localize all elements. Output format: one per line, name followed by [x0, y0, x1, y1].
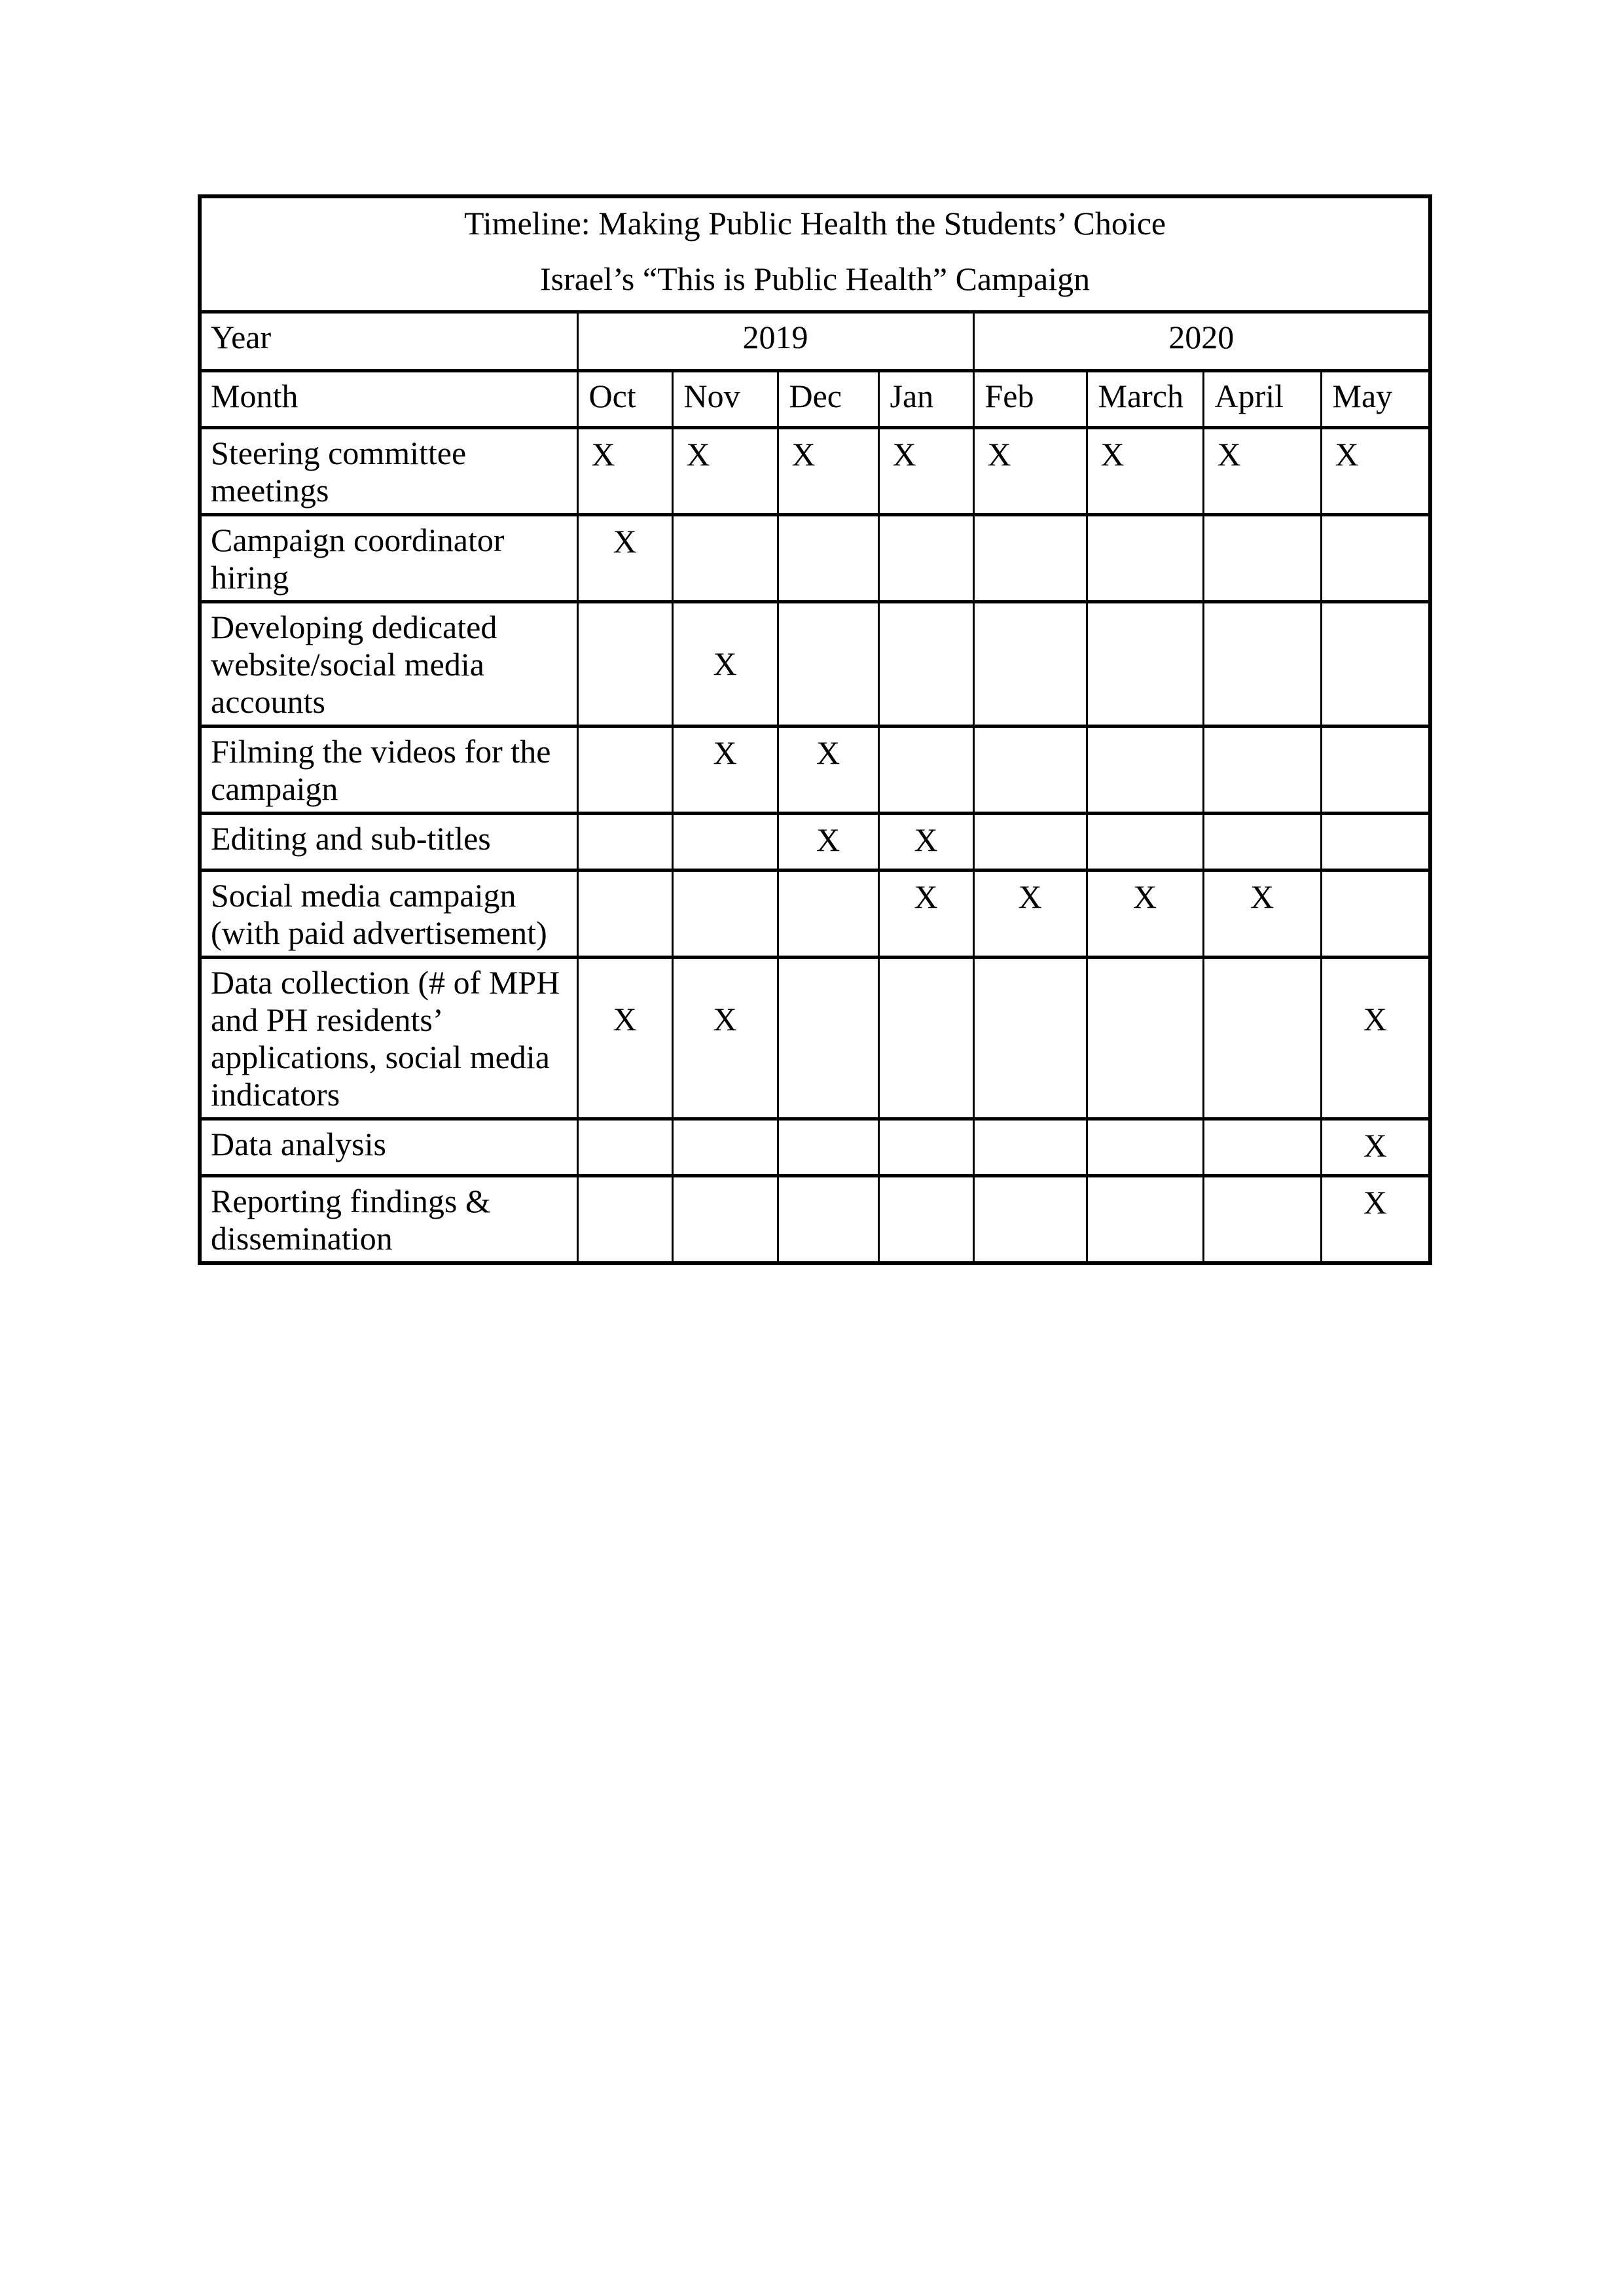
month-row	[200, 370, 1430, 427]
empty-cell	[1087, 726, 1203, 813]
empty-cell	[577, 1119, 672, 1175]
activity-row	[200, 427, 1430, 514]
empty-cell	[973, 601, 1087, 726]
activity-label: Data analysis	[200, 1119, 577, 1175]
activity-label: Campaign coordinator hiring	[200, 514, 577, 601]
table-title-cell	[200, 196, 1430, 312]
timeline-table	[198, 194, 1432, 1265]
empty-cell	[1203, 601, 1321, 726]
activity-label: Data collection (# of MPH and PH residents’ applications, social media indicators	[200, 957, 577, 1119]
mark-cell: X	[878, 870, 973, 957]
mark-cell: X	[1321, 957, 1430, 1119]
empty-cell	[1203, 514, 1321, 601]
month-row-label: Month	[200, 370, 577, 427]
mark-cell: X	[973, 427, 1087, 514]
year-row	[200, 312, 1430, 370]
empty-cell	[1321, 870, 1430, 957]
mark-cell: X	[1203, 427, 1321, 514]
month-header-dec: Dec	[778, 370, 878, 427]
mark-cell: X	[878, 427, 973, 514]
empty-cell	[1321, 813, 1430, 870]
mark-cell: X	[672, 601, 778, 726]
month-header-jan: Jan	[878, 370, 973, 427]
activity-label: Social media campaign (with paid advertisement)	[200, 870, 577, 957]
empty-cell	[778, 514, 878, 601]
empty-cell	[672, 1175, 778, 1263]
empty-cell	[672, 813, 778, 870]
activity-label: Editing and sub-titles	[200, 813, 577, 870]
empty-cell	[577, 726, 672, 813]
activity-label: Developing dedicated website/social media accounts	[200, 601, 577, 726]
mark-cell: X	[672, 726, 778, 813]
year-2019-cell: 2019	[577, 312, 973, 370]
mark-cell: X	[778, 427, 878, 514]
empty-cell	[973, 1119, 1087, 1175]
empty-cell	[672, 514, 778, 601]
empty-cell	[1321, 514, 1430, 601]
activity-row	[200, 1119, 1430, 1175]
empty-cell	[1087, 1175, 1203, 1263]
empty-cell	[778, 601, 878, 726]
empty-cell	[778, 1119, 878, 1175]
month-header-feb: Feb	[973, 370, 1087, 427]
title-line-2: Israel’s “This is Public Health” Campaign	[540, 260, 1091, 297]
month-header-oct: Oct	[577, 370, 672, 427]
empty-cell	[973, 514, 1087, 601]
mark-cell: X	[577, 514, 672, 601]
title-line-1: Timeline: Making Public Health the Students’ Choice	[463, 205, 1166, 242]
mark-cell: X	[778, 726, 878, 813]
empty-cell	[878, 726, 973, 813]
empty-cell	[973, 813, 1087, 870]
empty-cell	[577, 1175, 672, 1263]
empty-cell	[1321, 601, 1430, 726]
empty-cell	[878, 957, 973, 1119]
empty-cell	[778, 957, 878, 1119]
empty-cell	[1203, 1119, 1321, 1175]
empty-cell	[1321, 726, 1430, 813]
activity-label: Steering committee meetings	[200, 427, 577, 514]
empty-cell	[973, 726, 1087, 813]
month-header-april: April	[1203, 370, 1321, 427]
mark-cell: X	[577, 427, 672, 514]
empty-cell	[1203, 726, 1321, 813]
mark-cell: X	[1321, 1119, 1430, 1175]
empty-cell	[577, 870, 672, 957]
empty-cell	[672, 1119, 778, 1175]
mark-cell: X	[672, 427, 778, 514]
month-header-nov: Nov	[672, 370, 778, 427]
empty-cell	[878, 601, 973, 726]
empty-cell	[878, 1119, 973, 1175]
mark-cell: X	[672, 957, 778, 1119]
mark-cell: X	[1203, 870, 1321, 957]
activity-label: Filming the videos for the campaign	[200, 726, 577, 813]
activity-label: Reporting findings & dissemination	[200, 1175, 577, 1263]
month-header-may: May	[1321, 370, 1430, 427]
empty-cell	[878, 514, 973, 601]
mark-cell: X	[577, 957, 672, 1119]
activity-row	[200, 870, 1430, 957]
activity-row	[200, 957, 1430, 1119]
empty-cell	[577, 601, 672, 726]
empty-cell	[1087, 601, 1203, 726]
mark-cell: X	[778, 813, 878, 870]
mark-cell: X	[878, 813, 973, 870]
empty-cell	[973, 1175, 1087, 1263]
empty-cell	[878, 1175, 973, 1263]
empty-cell	[778, 1175, 878, 1263]
year-row-label: Year	[200, 312, 577, 370]
activity-row	[200, 601, 1430, 726]
month-header-march: March	[1087, 370, 1203, 427]
mark-cell: X	[973, 870, 1087, 957]
empty-cell	[1203, 957, 1321, 1119]
empty-cell	[1087, 1119, 1203, 1175]
activity-row	[200, 813, 1430, 870]
empty-cell	[973, 957, 1087, 1119]
activity-row	[200, 726, 1430, 813]
empty-cell	[577, 813, 672, 870]
empty-cell	[1203, 813, 1321, 870]
mark-cell: X	[1321, 427, 1430, 514]
activity-row	[200, 1175, 1430, 1263]
mark-cell: X	[1087, 870, 1203, 957]
year-2020-cell: 2020	[973, 312, 1430, 370]
empty-cell	[1087, 957, 1203, 1119]
mark-cell: X	[1087, 427, 1203, 514]
activity-row	[200, 514, 1430, 601]
empty-cell	[778, 870, 878, 957]
empty-cell	[1087, 813, 1203, 870]
empty-cell	[672, 870, 778, 957]
mark-cell: X	[1321, 1175, 1430, 1263]
empty-cell	[1087, 514, 1203, 601]
title-row	[200, 196, 1430, 312]
empty-cell	[1203, 1175, 1321, 1263]
